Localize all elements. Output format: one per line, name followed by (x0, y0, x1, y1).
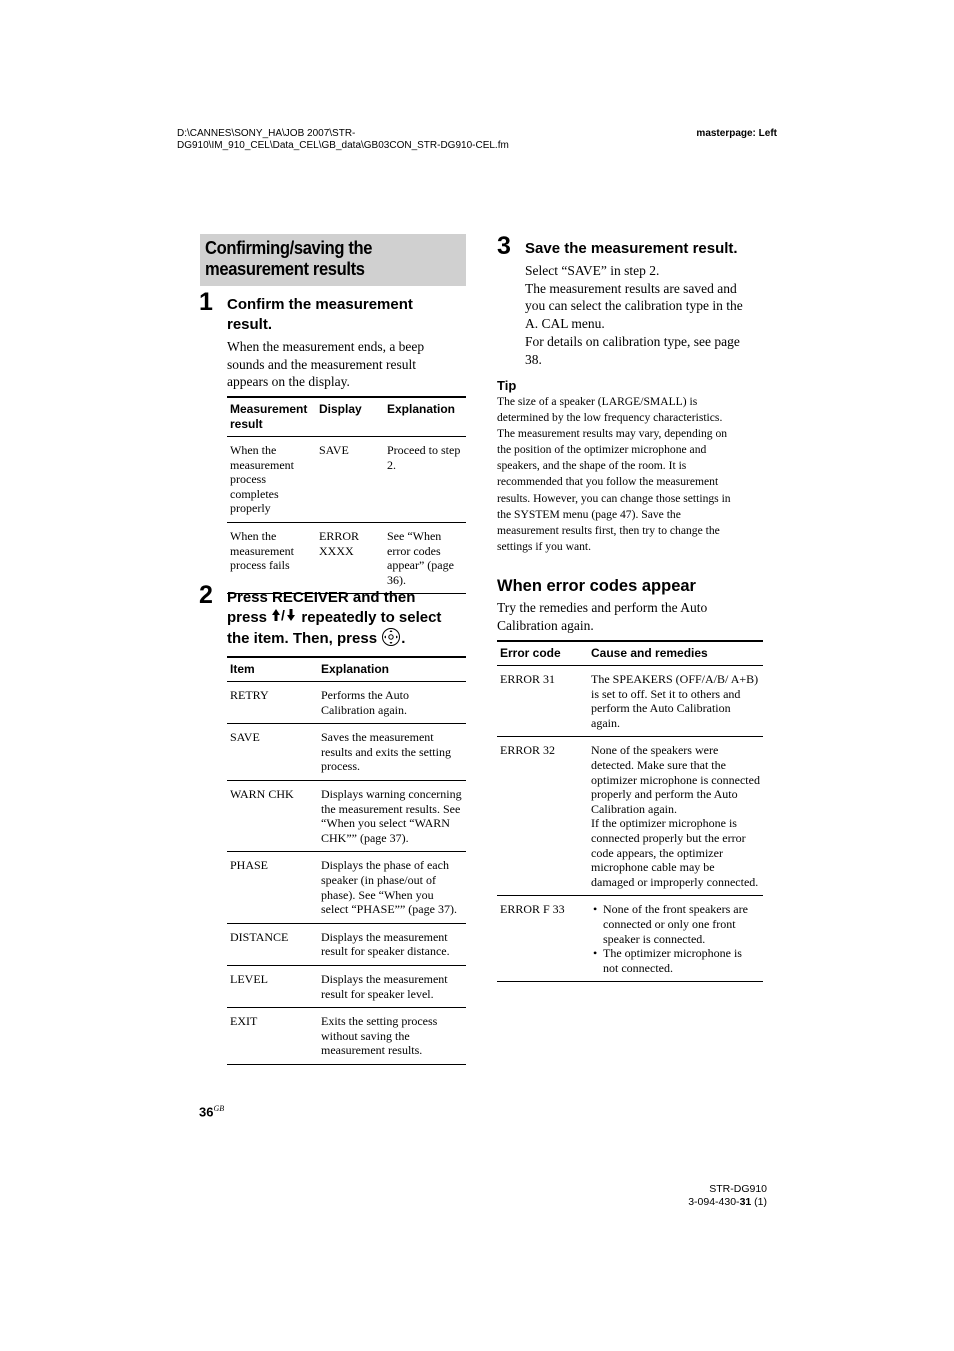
table-cell: SAVE (316, 437, 384, 523)
column-header: Cause and remedies (588, 641, 763, 666)
tip-heading: Tip (497, 378, 517, 393)
page-number: $36^{GB}$ (199, 1104, 225, 1120)
section-title-line2: measurement results (205, 259, 365, 279)
step-1-body-line: sounds and the measurement result (227, 356, 416, 372)
error-remedy-cell (588, 896, 763, 982)
tip-line: speakers, and the shape of the room. It is (497, 459, 687, 473)
list-item: • None of the front speakers are connected or only one front speaker is connected. (603, 902, 760, 946)
step-3-heading: Save the measurement result. (525, 240, 738, 257)
step-1-heading-line2: result. (227, 315, 273, 333)
table-header-row (227, 657, 466, 682)
column-header: Explanation (318, 657, 466, 682)
step-3-body-line: Select “SAVE” in step 2. (525, 263, 660, 278)
table-cell: Displays the measurement result for speaker distance. (318, 923, 466, 965)
page-number-suffix: GB (213, 1104, 225, 1113)
table-cell: Performs the Auto Calibration again. (318, 682, 466, 724)
table-cell: Displays the phase of each speaker (in phase/out of phase). See “When you select “PHASE”” (page 37). (318, 852, 466, 923)
step-1-number: 1 (199, 288, 213, 316)
file-path-line2: DG910\IM_910_CEL\Data_CEL\GB_data\GB03CON_STR-DG910-CEL.fm (177, 140, 509, 151)
model-name: STR-DG910 (709, 1183, 767, 1195)
table-cell: LEVEL (227, 965, 318, 1007)
step-3-body-line: you can select the calibration type in the (525, 298, 743, 314)
column-header: Display (316, 397, 384, 437)
table-row (227, 724, 466, 781)
table-row (227, 852, 466, 923)
step-2-heading-line3: the item. Then, press . (227, 627, 472, 653)
error-codes-table (497, 640, 763, 982)
table-cell: Saves the measurement results and exits the setting process. (318, 724, 466, 781)
step-3-body-line: A. CAL menu. (525, 316, 605, 332)
tip-body (497, 394, 767, 555)
error-code-cell: ERROR 32 (497, 737, 588, 896)
table-row (227, 780, 466, 851)
model-info (688, 1183, 767, 1208)
step-3-body (525, 262, 765, 368)
tip-line: determined by the low frequency characteristics. (497, 411, 723, 425)
step-3-body-line: The measurement results are saved and (525, 280, 737, 296)
masterpage-label: masterpage: Left (696, 128, 777, 139)
error-codes-heading: When error codes appear (497, 577, 696, 595)
error-intro-line: Calibration again. (497, 617, 594, 633)
enter-button-icon (381, 627, 401, 653)
file-path (177, 128, 509, 152)
table-cell: See “When error codes appear” (page 36). (384, 522, 466, 593)
step-3-body-line: For details on calibration type, see page (525, 333, 740, 349)
error-remedy-cell: The SPEAKERS (OFF/A/B/ A+B) is set to off. Set it to others and perform the Auto Calibration again. (588, 666, 763, 737)
table-cell: PHASE (227, 852, 318, 923)
table-cell: RETRY (227, 682, 318, 724)
tip-line: the SYSTEM menu (page 47). Save the (497, 507, 681, 521)
section-title-line1: Confirming/saving the (205, 238, 373, 258)
column-header: Error code (497, 641, 588, 666)
table-cell: Exits the setting process without saving the measurement results. (318, 1008, 466, 1065)
column-header: Item (227, 657, 318, 682)
tip-line: The size of a speaker (LARGE/SMALL) is (497, 395, 698, 408)
step-1-heading (227, 295, 413, 334)
table-row (227, 437, 466, 523)
column-header: Explanation (384, 397, 466, 437)
table-row (227, 923, 466, 965)
tip-line: The measurement results may vary, depending on (497, 427, 728, 441)
step-2-number: 2 (199, 581, 213, 609)
up-down-arrows-icon (271, 608, 297, 628)
table-row (227, 682, 466, 724)
file-path-line1: D:\CANNES\SONY_HA\JOB 2007\STR- (177, 128, 356, 139)
tip-line: recommended that you follow the measurement (497, 475, 719, 489)
svg-text:/: / (281, 607, 286, 622)
table-row (497, 896, 763, 982)
tip-line: measurement results first, then try to change the (497, 523, 720, 537)
table-cell: When the measurement process completes properly (227, 437, 316, 523)
table-header-row (497, 641, 763, 666)
error-code-cell: ERROR F 33 (497, 896, 588, 982)
table-row (227, 522, 466, 593)
step-1-body-line: appears on the display. (227, 374, 350, 390)
error-remedy-list (591, 902, 760, 975)
table-cell: When the measurement process fails (227, 522, 316, 593)
step-3-body-line: 38. (525, 351, 542, 367)
error-remedy-cell: None of the speakers were detected. Make sure that the optimizer microphone is connected properly and perform the Auto Calibration again. If the optimizer microphone is connected properly but the error code appears, the optimizer microphone cable may be damaged or improperly connected. (588, 737, 763, 896)
table-cell: DISTANCE (227, 923, 318, 965)
table-cell: WARN CHK (227, 780, 318, 851)
table-header-row (227, 397, 466, 437)
table-cell: EXIT (227, 1008, 318, 1065)
error-codes-intro (497, 599, 767, 634)
step-2-heading-line2: press / repeatedly to select (227, 607, 442, 626)
tip-line: results. However, you can change those settings in (497, 491, 731, 505)
table-cell: Displays the measurement result for speaker level. (318, 965, 466, 1007)
step-2-heading (227, 588, 472, 653)
table-row (227, 1008, 466, 1065)
step-1-body-line: When the measurement ends, a beep (227, 339, 425, 354)
tip-line: the position of the optimizer microphone and (497, 443, 707, 457)
error-intro-line: Try the remedies and perform the Auto (497, 600, 708, 615)
table-cell: ERROR XXXX (316, 522, 384, 593)
table-cell: Displays warning concerning the measurement results. See “When you select “WARN CHK”” (page 37). (318, 780, 466, 851)
table-cell: SAVE (227, 724, 318, 781)
section-title (200, 234, 466, 286)
step-1-heading-line1: Confirm the measurement (227, 296, 413, 313)
table-cell: Proceed to step 2. (384, 437, 466, 523)
list-item: • The optimizer microphone is not connected. (603, 946, 760, 975)
table-row (497, 737, 763, 896)
measurement-result-table (227, 396, 466, 594)
column-header: Measurement result (227, 397, 316, 437)
step-3-number: 3 (497, 232, 511, 260)
tip-line: settings if you want. (497, 539, 592, 553)
step-1-body (227, 338, 467, 391)
table-row (227, 965, 466, 1007)
error-code-cell: ERROR 31 (497, 666, 588, 737)
part-number: 3-094-430-31 (1) (688, 1195, 767, 1208)
table-row (497, 666, 763, 737)
item-table (227, 656, 466, 1065)
step-2-heading-line1: Press RECEIVER and then (227, 589, 416, 606)
